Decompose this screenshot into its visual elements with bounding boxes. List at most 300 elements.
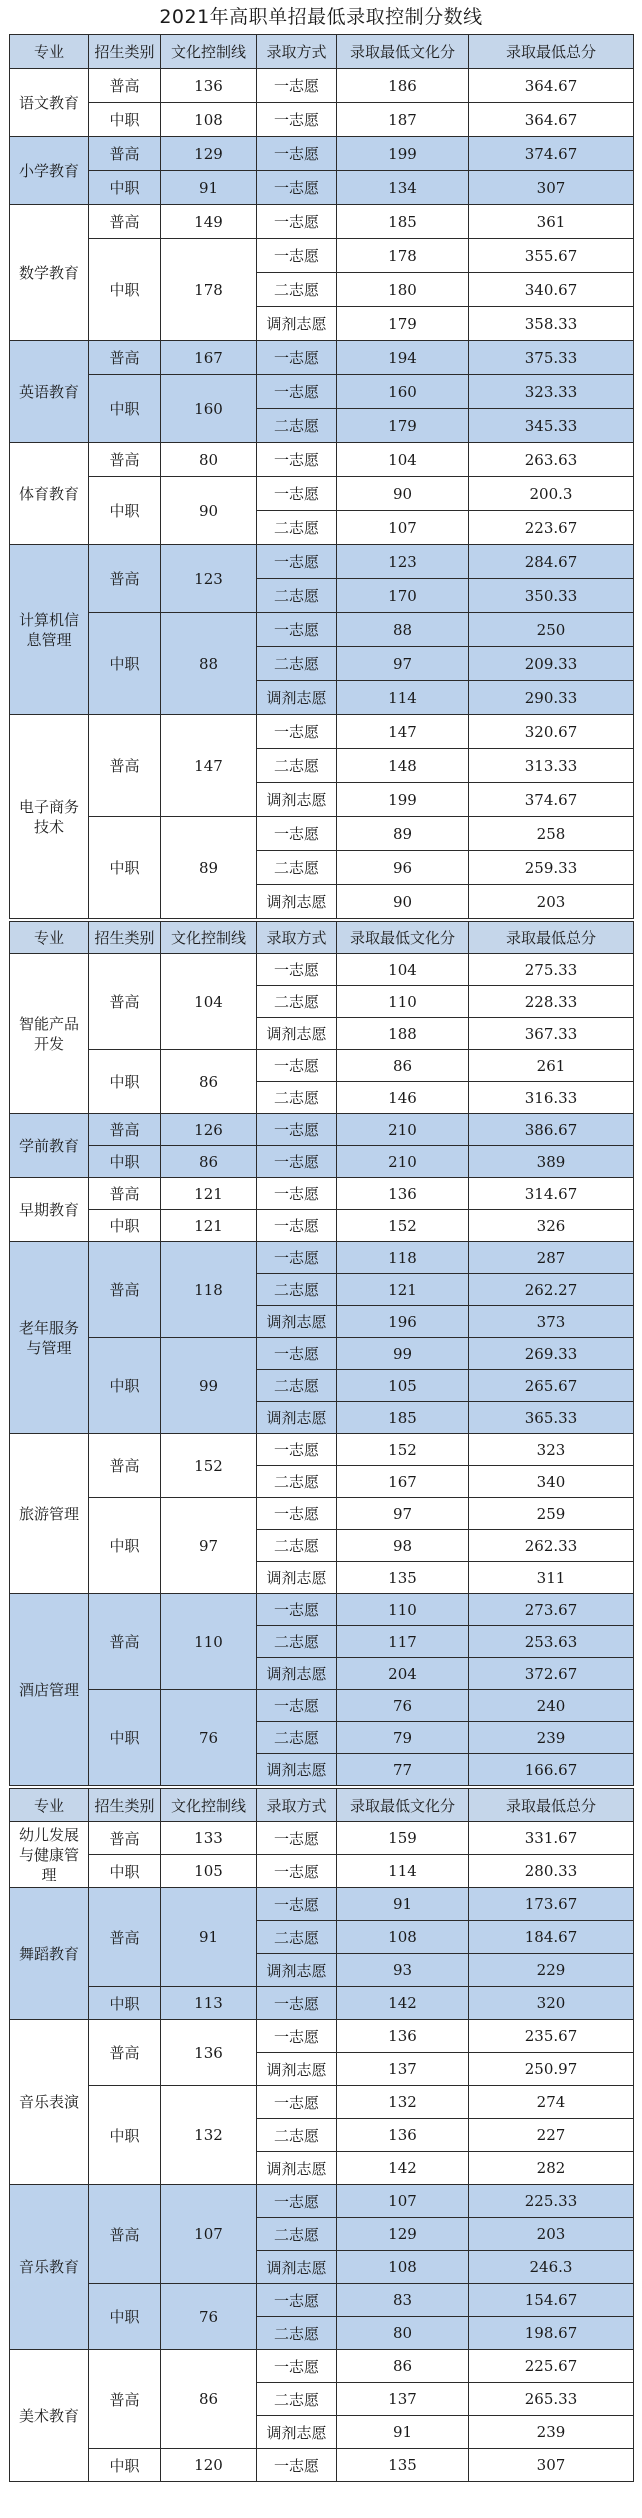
table-row: [10, 2350, 634, 2383]
admission-method-cell: 调剂志愿: [257, 2416, 337, 2449]
min-total-score-cell: 284.67: [469, 545, 634, 579]
major-cell: 幼儿发展与健康管理: [10, 1822, 89, 1888]
min-total-score-cell: 203: [469, 2218, 634, 2251]
min-culture-score-cell: 180: [337, 273, 469, 307]
category-cell: 普高: [89, 545, 161, 613]
admission-method-cell: 二志愿: [257, 1626, 337, 1658]
category-cell: 中职: [89, 1987, 161, 2020]
table-row: [10, 613, 634, 647]
category-cell: 普高: [89, 1594, 161, 1690]
admission-method-cell: 一志愿: [257, 1987, 337, 2020]
category-cell: 中职: [89, 375, 161, 443]
major-cell: 体育教育: [10, 443, 89, 545]
min-total-score-cell: 280.33: [469, 1855, 634, 1888]
category-cell: 普高: [89, 1178, 161, 1210]
min-total-score-cell: 154.67: [469, 2284, 634, 2317]
admission-method-cell: 调剂志愿: [257, 1306, 337, 1338]
column-header: 录取方式: [257, 922, 337, 954]
min-culture-score-cell: 83: [337, 2284, 469, 2317]
admission-method-cell: 二志愿: [257, 2218, 337, 2251]
column-header: 录取最低总分: [469, 1789, 634, 1822]
min-total-score-cell: 235.67: [469, 2020, 634, 2053]
min-culture-score-cell: 80: [337, 2317, 469, 2350]
admission-method-cell: 二志愿: [257, 1722, 337, 1754]
admission-method-cell: 一志愿: [257, 477, 337, 511]
min-total-score-cell: 225.67: [469, 2350, 634, 2383]
min-culture-score-cell: 159: [337, 1822, 469, 1855]
admission-method-cell: 一志愿: [257, 171, 337, 205]
major-cell: 数学教育: [10, 205, 89, 341]
table-row: [10, 1338, 634, 1370]
admission-method-cell: 一志愿: [257, 2350, 337, 2383]
admission-method-cell: 二志愿: [257, 2383, 337, 2416]
min-total-score-cell: 372.67: [469, 1658, 634, 1690]
control-line-cell: 126: [161, 1114, 257, 1146]
category-cell: 中职: [89, 103, 161, 137]
min-total-score-cell: 263.63: [469, 443, 634, 477]
category-cell: 普高: [89, 715, 161, 817]
min-total-score-cell: 323: [469, 1434, 634, 1466]
min-culture-score-cell: 97: [337, 1498, 469, 1530]
table-row: [10, 954, 634, 986]
major-cell: 电子商务技术: [10, 715, 89, 919]
min-culture-score-cell: 77: [337, 1754, 469, 1786]
admission-method-cell: 二志愿: [257, 409, 337, 443]
min-total-score-cell: 203: [469, 885, 634, 919]
column-header: 文化控制线: [161, 1789, 257, 1822]
table-row: [10, 2086, 634, 2119]
admission-method-cell: 一志愿: [257, 954, 337, 986]
admission-method-cell: 一志愿: [257, 341, 337, 375]
min-culture-score-cell: 99: [337, 1338, 469, 1370]
major-cell: 早期教育: [10, 1178, 89, 1242]
min-total-score-cell: 200.3: [469, 477, 634, 511]
category-cell: 中职: [89, 171, 161, 205]
min-total-score-cell: 364.67: [469, 69, 634, 103]
table-row: [10, 239, 634, 273]
min-total-score-cell: 389: [469, 1146, 634, 1178]
min-culture-score-cell: 194: [337, 341, 469, 375]
min-culture-score-cell: 148: [337, 749, 469, 783]
admission-method-cell: 一志愿: [257, 103, 337, 137]
admission-method-cell: 二志愿: [257, 1082, 337, 1114]
min-culture-score-cell: 135: [337, 2449, 469, 2482]
admission-method-cell: 一志愿: [257, 69, 337, 103]
admission-method-cell: 一志愿: [257, 1498, 337, 1530]
admission-method-cell: 一志愿: [257, 1050, 337, 1082]
min-total-score-cell: 320.67: [469, 715, 634, 749]
admission-method-cell: 一志愿: [257, 2086, 337, 2119]
min-culture-score-cell: 110: [337, 986, 469, 1018]
admission-method-cell: 一志愿: [257, 1822, 337, 1855]
min-culture-score-cell: 134: [337, 171, 469, 205]
category-cell: 普高: [89, 1114, 161, 1146]
control-line-cell: 105: [161, 1855, 257, 1888]
page-title: 2021年高职单招最低录取控制分数线: [159, 6, 483, 28]
admission-method-cell: 一志愿: [257, 239, 337, 273]
min-culture-score-cell: 110: [337, 1594, 469, 1626]
min-culture-score-cell: 121: [337, 1274, 469, 1306]
admission-method-cell: 一志愿: [257, 1888, 337, 1921]
admission-method-cell: 一志愿: [257, 817, 337, 851]
min-culture-score-cell: 114: [337, 681, 469, 715]
category-cell: 中职: [89, 1498, 161, 1594]
min-culture-score-cell: 136: [337, 2119, 469, 2152]
min-total-score-cell: 290.33: [469, 681, 634, 715]
admission-method-cell: 二志愿: [257, 2317, 337, 2350]
min-total-score-cell: 262.33: [469, 1530, 634, 1562]
min-total-score-cell: 253.63: [469, 1626, 634, 1658]
admission-method-cell: 调剂志愿: [257, 1562, 337, 1594]
min-culture-score-cell: 97: [337, 647, 469, 681]
min-total-score-cell: 258: [469, 817, 634, 851]
min-total-score-cell: 374.67: [469, 137, 634, 171]
admission-method-cell: 一志愿: [257, 1338, 337, 1370]
category-cell: 普高: [89, 1822, 161, 1855]
admission-method-cell: 一志愿: [257, 205, 337, 239]
min-culture-score-cell: 79: [337, 1722, 469, 1754]
min-culture-score-cell: 178: [337, 239, 469, 273]
control-line-cell: 136: [161, 2020, 257, 2086]
admission-method-cell: 调剂志愿: [257, 1954, 337, 1987]
admission-method-cell: 二志愿: [257, 1466, 337, 1498]
major-cell: 旅游管理: [10, 1434, 89, 1594]
admission-method-cell: 二志愿: [257, 1274, 337, 1306]
min-total-score-cell: 274: [469, 2086, 634, 2119]
category-cell: 中职: [89, 2284, 161, 2350]
admission-method-cell: 调剂志愿: [257, 2251, 337, 2284]
min-culture-score-cell: 86: [337, 2350, 469, 2383]
min-total-score-cell: 269.33: [469, 1338, 634, 1370]
control-line-cell: 76: [161, 2284, 257, 2350]
table-row: [10, 1987, 634, 2020]
control-line-cell: 90: [161, 477, 257, 545]
min-total-score-cell: 184.67: [469, 1921, 634, 1954]
min-total-score-cell: 345.33: [469, 409, 634, 443]
table-row: [10, 1050, 634, 1082]
min-culture-score-cell: 185: [337, 205, 469, 239]
control-line-cell: 104: [161, 954, 257, 1050]
admission-method-cell: 二志愿: [257, 2119, 337, 2152]
major-cell: 学前教育: [10, 1114, 89, 1178]
min-culture-score-cell: 108: [337, 2251, 469, 2284]
column-header: 专业: [10, 1789, 89, 1822]
min-culture-score-cell: 210: [337, 1146, 469, 1178]
control-line-cell: 91: [161, 1888, 257, 1987]
column-header: 录取最低文化分: [337, 1789, 469, 1822]
table-row: [10, 1114, 634, 1146]
admission-method-cell: 一志愿: [257, 1242, 337, 1274]
control-line-cell: 120: [161, 2449, 257, 2482]
table-row: [10, 1888, 634, 1921]
admission-method-cell: 一志愿: [257, 2020, 337, 2053]
table-row: [10, 171, 634, 205]
min-total-score-cell: 313.33: [469, 749, 634, 783]
column-header: 文化控制线: [161, 922, 257, 954]
control-line-cell: 152: [161, 1434, 257, 1498]
min-total-score-cell: 239: [469, 2416, 634, 2449]
column-header: 招生类别: [89, 35, 161, 69]
table-row: [10, 817, 634, 851]
min-culture-score-cell: 137: [337, 2383, 469, 2416]
min-total-score-cell: 367.33: [469, 1018, 634, 1050]
category-cell: 中职: [89, 1050, 161, 1114]
column-header: 录取最低总分: [469, 35, 634, 69]
table-row: [10, 69, 634, 103]
category-cell: 普高: [89, 69, 161, 103]
control-line-cell: 178: [161, 239, 257, 341]
category-cell: 中职: [89, 477, 161, 545]
admission-method-cell: 调剂志愿: [257, 2053, 337, 2086]
admission-method-cell: 二志愿: [257, 511, 337, 545]
major-cell: 计算机信息管理: [10, 545, 89, 715]
min-total-score-cell: 282: [469, 2152, 634, 2185]
control-line-cell: 133: [161, 1822, 257, 1855]
min-total-score-cell: 166.67: [469, 1754, 634, 1786]
min-total-score-cell: 314.67: [469, 1178, 634, 1210]
category-cell: 普高: [89, 137, 161, 171]
control-line-cell: 107: [161, 2185, 257, 2284]
admission-method-cell: 一志愿: [257, 715, 337, 749]
control-line-cell: 76: [161, 1690, 257, 1786]
table-row: [10, 103, 634, 137]
category-cell: 普高: [89, 1888, 161, 1987]
control-line-cell: 121: [161, 1178, 257, 1210]
table-row: [10, 205, 634, 239]
column-header: 文化控制线: [161, 35, 257, 69]
admission-method-cell: 一志愿: [257, 1434, 337, 1466]
admission-method-cell: 二志愿: [257, 851, 337, 885]
min-culture-score-cell: 142: [337, 1987, 469, 2020]
admission-method-cell: 调剂志愿: [257, 1402, 337, 1434]
major-cell: 语文教育: [10, 69, 89, 137]
column-header: 招生类别: [89, 922, 161, 954]
min-culture-score-cell: 136: [337, 2020, 469, 2053]
category-cell: 中职: [89, 1690, 161, 1786]
column-header: 专业: [10, 35, 89, 69]
column-header: 录取最低总分: [469, 922, 634, 954]
admission-method-cell: 调剂志愿: [257, 1018, 337, 1050]
min-total-score-cell: 364.67: [469, 103, 634, 137]
min-culture-score-cell: 179: [337, 307, 469, 341]
min-total-score-cell: 239: [469, 1722, 634, 1754]
min-total-score-cell: 320: [469, 1987, 634, 2020]
min-total-score-cell: 246.3: [469, 2251, 634, 2284]
min-total-score-cell: 375.33: [469, 341, 634, 375]
major-cell: 音乐教育: [10, 2185, 89, 2350]
min-culture-score-cell: 123: [337, 545, 469, 579]
min-culture-score-cell: 170: [337, 579, 469, 613]
admission-method-cell: 调剂志愿: [257, 1658, 337, 1690]
admission-method-cell: 一志愿: [257, 2185, 337, 2218]
min-culture-score-cell: 88: [337, 613, 469, 647]
min-total-score-cell: 265.33: [469, 2383, 634, 2416]
major-cell: 小学教育: [10, 137, 89, 205]
admission-method-cell: 一志愿: [257, 2284, 337, 2317]
header-row: [10, 35, 634, 69]
category-cell: 普高: [89, 443, 161, 477]
control-line-cell: 110: [161, 1594, 257, 1690]
min-total-score-cell: 273.67: [469, 1594, 634, 1626]
category-cell: 中职: [89, 239, 161, 341]
admission-method-cell: 调剂志愿: [257, 783, 337, 817]
min-culture-score-cell: 137: [337, 2053, 469, 2086]
admission-method-cell: 二志愿: [257, 1530, 337, 1562]
admission-method-cell: 一志愿: [257, 545, 337, 579]
table-row: [10, 1498, 634, 1530]
admission-method-cell: 调剂志愿: [257, 2152, 337, 2185]
min-total-score-cell: 240: [469, 1690, 634, 1722]
table-row: [10, 1210, 634, 1242]
column-header: 录取最低文化分: [337, 922, 469, 954]
min-total-score-cell: 261: [469, 1050, 634, 1082]
min-culture-score-cell: 135: [337, 1562, 469, 1594]
admission-method-cell: 二志愿: [257, 1370, 337, 1402]
column-header: 录取最低文化分: [337, 35, 469, 69]
min-culture-score-cell: 196: [337, 1306, 469, 1338]
min-total-score-cell: 287: [469, 1242, 634, 1274]
min-culture-score-cell: 90: [337, 477, 469, 511]
table-row: [10, 375, 634, 409]
min-culture-score-cell: 210: [337, 1114, 469, 1146]
min-culture-score-cell: 93: [337, 1954, 469, 1987]
score-table: [9, 921, 634, 1786]
min-total-score-cell: 374.67: [469, 783, 634, 817]
header-row: [10, 922, 634, 954]
min-culture-score-cell: 114: [337, 1855, 469, 1888]
category-cell: 普高: [89, 341, 161, 375]
major-cell: 舞蹈教育: [10, 1888, 89, 2020]
min-total-score-cell: 307: [469, 171, 634, 205]
major-cell: 美术教育: [10, 2350, 89, 2482]
control-line-cell: 99: [161, 1338, 257, 1434]
min-total-score-cell: 386.67: [469, 1114, 634, 1146]
control-line-cell: 123: [161, 545, 257, 613]
table-row: [10, 443, 634, 477]
control-line-cell: 80: [161, 443, 257, 477]
min-culture-score-cell: 117: [337, 1626, 469, 1658]
control-line-cell: 149: [161, 205, 257, 239]
category-cell: 普高: [89, 1434, 161, 1498]
control-line-cell: 136: [161, 69, 257, 103]
score-table: [9, 34, 634, 919]
admission-method-cell: 一志愿: [257, 375, 337, 409]
control-line-cell: 86: [161, 2350, 257, 2449]
score-tables: [0, 34, 642, 2482]
control-line-cell: 91: [161, 171, 257, 205]
table-row: [10, 1690, 634, 1722]
min-culture-score-cell: 107: [337, 511, 469, 545]
min-culture-score-cell: 167: [337, 1466, 469, 1498]
control-line-cell: 132: [161, 2086, 257, 2185]
min-total-score-cell: 323.33: [469, 375, 634, 409]
admission-method-cell: 一志愿: [257, 1594, 337, 1626]
table-row: [10, 545, 634, 579]
major-cell: 酒店管理: [10, 1594, 89, 1786]
min-total-score-cell: 259.33: [469, 851, 634, 885]
admission-method-cell: 二志愿: [257, 1921, 337, 1954]
admission-method-cell: 二志愿: [257, 273, 337, 307]
table-row: [10, 137, 634, 171]
category-cell: 普高: [89, 2020, 161, 2086]
min-culture-score-cell: 187: [337, 103, 469, 137]
min-total-score-cell: 361: [469, 205, 634, 239]
min-total-score-cell: 365.33: [469, 1402, 634, 1434]
admission-method-cell: 调剂志愿: [257, 885, 337, 919]
min-total-score-cell: 350.33: [469, 579, 634, 613]
min-total-score-cell: 228.33: [469, 986, 634, 1018]
control-line-cell: 88: [161, 613, 257, 715]
table-row: [10, 2185, 634, 2218]
admission-method-cell: 调剂志愿: [257, 307, 337, 341]
min-culture-score-cell: 90: [337, 885, 469, 919]
control-line-cell: 86: [161, 1146, 257, 1178]
category-cell: 中职: [89, 1210, 161, 1242]
admission-method-cell: 二志愿: [257, 749, 337, 783]
min-culture-score-cell: 89: [337, 817, 469, 851]
major-cell: 音乐表演: [10, 2020, 89, 2185]
table-row: [10, 1434, 634, 1466]
category-cell: 中职: [89, 1146, 161, 1178]
admission-method-cell: 一志愿: [257, 1690, 337, 1722]
admission-method-cell: 一志愿: [257, 1855, 337, 1888]
category-cell: 中职: [89, 817, 161, 919]
min-total-score-cell: 227: [469, 2119, 634, 2152]
min-total-score-cell: 311: [469, 1562, 634, 1594]
admission-method-cell: 调剂志愿: [257, 1754, 337, 1786]
min-total-score-cell: 250: [469, 613, 634, 647]
min-total-score-cell: 316.33: [469, 1082, 634, 1114]
min-culture-score-cell: 199: [337, 137, 469, 171]
min-culture-score-cell: 86: [337, 1050, 469, 1082]
column-header: 录取方式: [257, 35, 337, 69]
category-cell: 中职: [89, 1855, 161, 1888]
column-header: 专业: [10, 922, 89, 954]
score-table: [9, 1788, 634, 2482]
min-total-score-cell: 209.33: [469, 647, 634, 681]
header-row: [10, 1789, 634, 1822]
control-line-cell: 89: [161, 817, 257, 919]
admission-method-cell: 一志愿: [257, 2449, 337, 2482]
category-cell: 中职: [89, 2449, 161, 2482]
control-line-cell: 97: [161, 1498, 257, 1594]
category-cell: 普高: [89, 205, 161, 239]
table-row: [10, 2449, 634, 2482]
min-total-score-cell: 340: [469, 1466, 634, 1498]
min-total-score-cell: 355.67: [469, 239, 634, 273]
admission-method-cell: 二志愿: [257, 986, 337, 1018]
min-total-score-cell: 358.33: [469, 307, 634, 341]
control-line-cell: 108: [161, 103, 257, 137]
min-culture-score-cell: 186: [337, 69, 469, 103]
control-line-cell: 129: [161, 137, 257, 171]
admission-method-cell: 一志愿: [257, 1146, 337, 1178]
admission-method-cell: 一志愿: [257, 613, 337, 647]
admission-method-cell: 一志愿: [257, 137, 337, 171]
min-total-score-cell: 275.33: [469, 954, 634, 986]
min-culture-score-cell: 76: [337, 1690, 469, 1722]
min-culture-score-cell: 91: [337, 1888, 469, 1921]
control-line-cell: 113: [161, 1987, 257, 2020]
min-culture-score-cell: 199: [337, 783, 469, 817]
control-line-cell: 160: [161, 375, 257, 443]
min-total-score-cell: 331.67: [469, 1822, 634, 1855]
min-culture-score-cell: 188: [337, 1018, 469, 1050]
table-row: [10, 1594, 634, 1626]
min-total-score-cell: 198.67: [469, 2317, 634, 2350]
min-culture-score-cell: 98: [337, 1530, 469, 1562]
table-row: [10, 341, 634, 375]
